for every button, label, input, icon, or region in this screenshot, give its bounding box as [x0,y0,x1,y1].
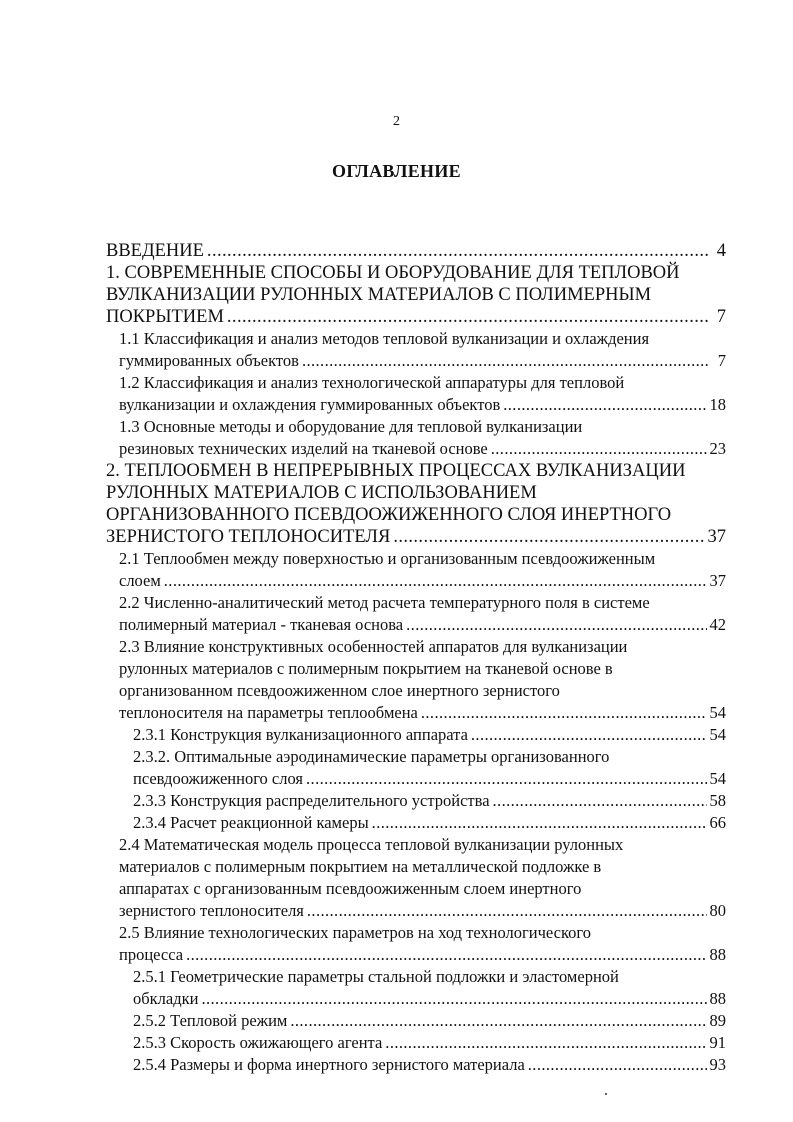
dot-leader [290,1010,706,1032]
toc-entry[interactable] [133,746,726,790]
toc-entry-text: аппаратах с организованным псевдоожиженным слоем инертного [119,879,582,898]
dot-leader [227,306,709,328]
toc-entry[interactable] [119,834,726,922]
toc-entry[interactable] [119,592,726,636]
dot-leader [493,790,707,812]
toc-entry-text: ВУЛКАНИЗАЦИИ РУЛОННЫХ МАТЕРИАЛОВ С ПОЛИМЕРНЫМ [106,285,652,305]
toc-page-number: 37 [707,527,726,547]
toc-page-number: 66 [709,813,726,832]
toc-entry[interactable] [133,1032,726,1054]
toc-entry[interactable] [133,724,726,746]
dot-leader [528,1054,707,1076]
dot-leader [372,812,707,834]
toc-entry-text: 2.5.4 Размеры и форма инертного зернистого материала [133,1055,525,1074]
toc-entry[interactable] [133,812,726,834]
dot-leader [471,724,707,746]
toc-entry[interactable] [133,1054,726,1076]
toc-page-number: 80 [709,901,726,920]
toc-entry-text: зернистого теплоносителя [119,901,304,920]
toc-entry-text: 1.3 Основные методы и оборудование для тепловой вулканизации [119,417,583,436]
page-number: 2 [393,114,400,129]
dot-leader [421,702,707,724]
toc-entry-text: РУЛОННЫХ МАТЕРИАЛОВ С ИСПОЛЬЗОВАНИЕМ [106,483,537,503]
toc-entry[interactable] [133,1010,726,1032]
dot-leader [393,526,704,548]
toc-page-number: 54 [709,769,726,788]
toc-page-number: 91 [709,1033,726,1052]
toc-entry[interactable] [106,460,726,548]
toc-entry-text: резиновых технических изделий на тканевой основе [119,439,488,458]
dot-leader [207,240,709,262]
dot-leader [307,900,707,922]
toc-entry-text: организованном псевдоожиженном слое инертного зернистого [119,681,560,700]
dot-leader [306,768,706,790]
toc-page-number: 7 [717,351,726,370]
toc-entry-text: ПОКРЫТИЕМ [106,307,224,327]
dot-leader [385,1032,706,1054]
toc-entry[interactable] [119,636,726,724]
toc-entry[interactable] [133,966,726,1010]
toc-entry-text: теплоносителя на параметры теплообмена [119,703,418,722]
scan-speck [605,1093,607,1095]
toc-entry-text: рулонных материалов с полимерным покрытием на тканевой основе в [119,659,613,678]
toc-page-number: 54 [709,703,726,722]
toc-entry-text: 2.4 Математическая модель процесса тепловой вулканизации рулонных [119,835,624,854]
toc-entry-text: псевдоожиженного слоя [133,769,304,788]
toc-entry-text: 2.5.1 Геометрические параметры стальной подложки и эластомерной [133,967,619,986]
toc-page-number: 88 [709,989,726,1008]
toc-page-number: 54 [709,725,726,744]
toc-page-number: 89 [709,1011,726,1030]
toc-entry-text: вулканизации и охлаждения гуммированных объектов [119,395,501,414]
toc-entry-text: 2.3.3 Конструкция распределительного устройства [133,791,490,810]
toc-title: ОГЛАВЛЕНИЕ [332,161,461,181]
toc-entry[interactable] [106,262,726,328]
toc-entry-text: ЗЕРНИСТОГО ТЕПЛОНОСИТЕЛЯ [106,527,391,547]
toc-entry-text: материалов с полимерным покрытием на металлической подложке в [119,857,602,876]
toc-entry[interactable] [119,416,726,460]
toc-page-number: 23 [709,439,726,458]
toc-entry-text: ВВЕДЕНИЕ [106,241,204,261]
toc-entry-text: 2. ТЕПЛООБМЕН В НЕПРЕРЫВНЫХ ПРОЦЕССАХ ВУЛКАНИЗАЦИИ [106,461,686,481]
toc-entry[interactable] [133,790,726,812]
toc-page-number: 93 [709,1055,726,1074]
toc-entry-text: 2.2 Численно-аналитический метод расчета температурного поля в системе [119,593,650,612]
toc-page-number: 7 [716,307,726,327]
toc-entry-text: обкладки [133,989,199,1008]
toc-entry-text: 2.5 Влияние технологических параметров на ход технологического [119,923,592,942]
dot-leader [186,944,706,966]
dot-leader [201,988,706,1010]
toc-page-number: 58 [709,791,726,810]
toc-page-number: 37 [709,571,726,590]
toc-entry-text: 2.3.4 Расчет реакционной камеры [133,813,369,832]
toc-entry-text: 2.5.3 Скорость ожижающего агента [133,1033,383,1052]
toc-page-number: 88 [709,945,726,964]
toc-entry-text: 2.3 Влияние конструктивных особенностей аппаратов для вулканизации [119,637,628,656]
dot-leader [503,394,706,416]
toc-entry-text: полимерный материал - тканевая основа [119,615,404,634]
toc-entry[interactable] [119,328,726,372]
dot-leader [406,614,706,636]
toc-entry-text: процесса [119,945,184,964]
toc-entry[interactable] [119,548,726,592]
toc-entry-text: 2.3.1 Конструкция вулканизационного аппарата [133,725,468,744]
toc-entry-text: 2.1 Теплообмен между поверхностью и организованным псевдоожиженным [119,549,656,568]
dot-leader [491,438,707,460]
toc-entry-text: 1.1 Классификация и анализ методов тепловой вулканизации и охлаждения [119,329,650,348]
toc-entry-text: слоем [119,571,161,590]
toc-entry-text: гуммированных объектов [119,351,299,370]
toc-entry-text: ОРГАНИЗОВАННОГО ПСЕВДООЖИЖЕННОГО СЛОЯ ИНЕРТНОГО [106,505,672,525]
toc-entry-text: 2.5.2 Тепловой режим [133,1011,288,1030]
toc-entry[interactable] [119,372,726,416]
toc-entry[interactable] [119,922,726,966]
toc-entry-text: 1.2 Классификация и анализ технологической аппаратуры для тепловой [119,373,625,392]
toc-page-number: 42 [709,615,726,634]
toc-page-number: 18 [709,395,726,414]
toc-entry-text: 2.3.2. Оптимальные аэродинамические параметры организованного [133,747,610,766]
toc-page-number: 4 [716,241,726,261]
dot-leader [302,350,709,372]
dot-leader [164,570,707,592]
toc-entry[interactable] [106,240,726,262]
toc-entry-text: 1. СОВРЕМЕННЫЕ СПОСОБЫ И ОБОРУДОВАНИЕ ДЛЯ ТЕПЛОВОЙ [106,263,680,283]
